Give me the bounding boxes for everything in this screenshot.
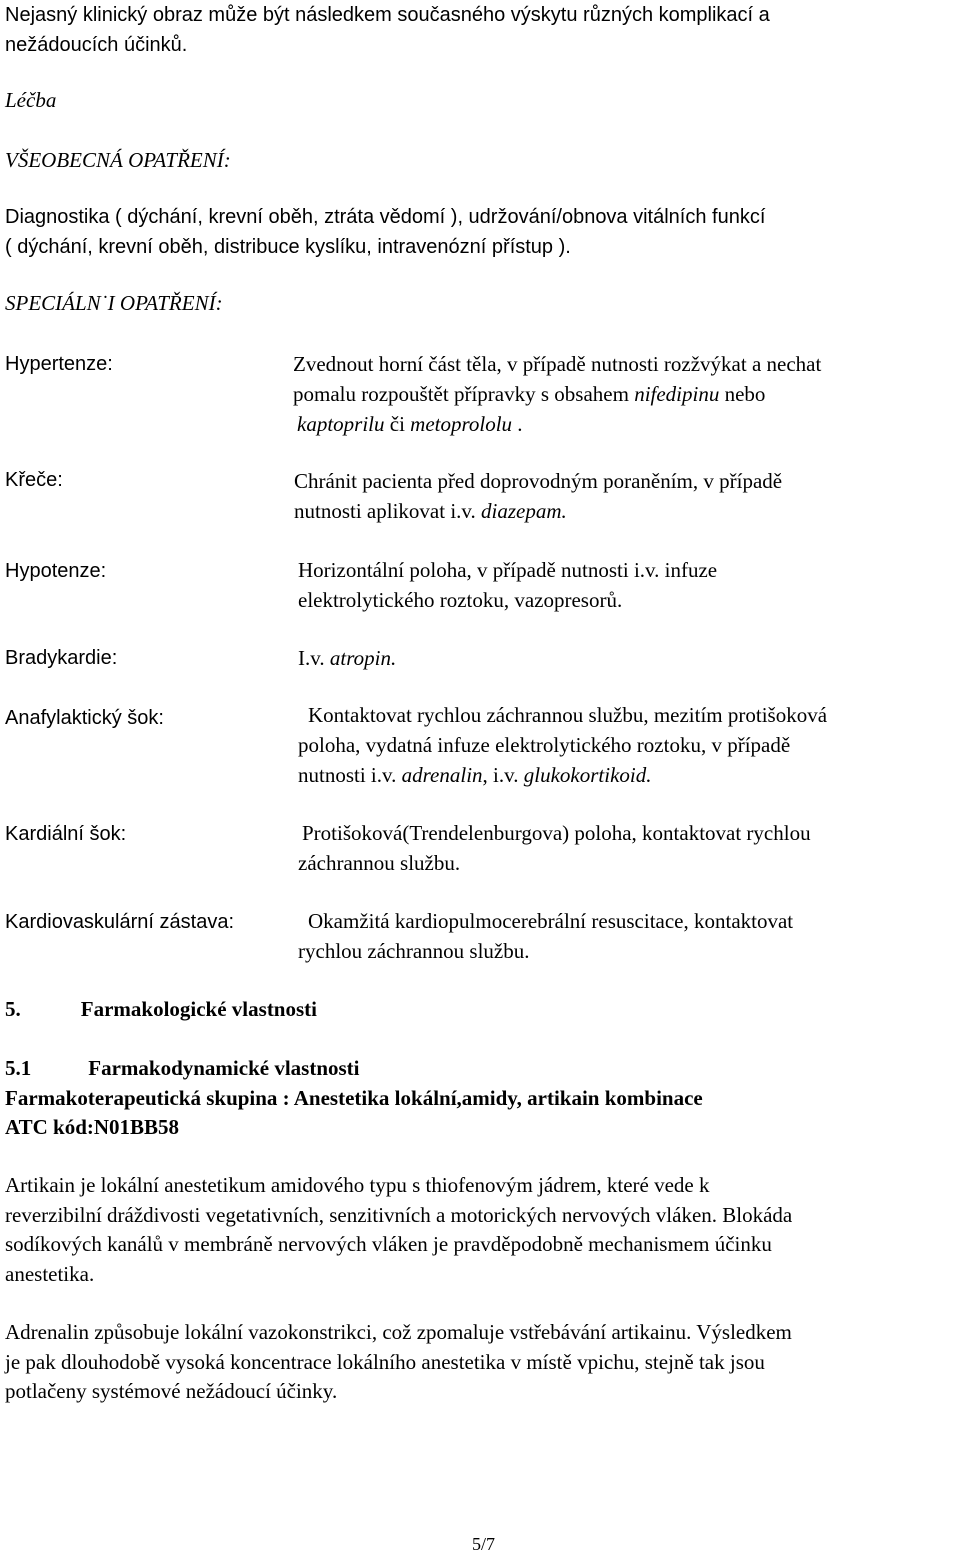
measure-label-bradycardia: Bradykardie: xyxy=(5,647,118,669)
measure-text-anaphylactic-shock xyxy=(298,700,958,790)
measure-text-line xyxy=(298,818,958,848)
paragraph-2-line-3: potlačeny systémové nežádoucí účinky. xyxy=(5,1379,338,1403)
text-run: či xyxy=(384,412,411,436)
text-run: Chránit pacienta před doprovodným poraněním, v případě xyxy=(294,469,783,493)
text-run: I.v. xyxy=(298,646,330,670)
text-run: poloha, vydatná infuze elektrolytického roztoku, v případě xyxy=(298,733,791,757)
measure-label-hypotension: Hypotenze: xyxy=(5,560,107,582)
measure-text-line xyxy=(298,848,958,878)
measure-text-bradycardia xyxy=(298,643,958,673)
measure-label-anaphylactic-shock: Anafylaktický šok: xyxy=(5,707,164,729)
section-5-heading xyxy=(5,994,317,1024)
drug-name: adrenalin xyxy=(401,763,483,787)
treatment-heading: Léčba xyxy=(5,88,57,112)
measure-text-cardiac-arrest xyxy=(298,906,958,966)
text-run: pomalu rozpouštět přípravky s obsahem xyxy=(293,382,635,406)
page-number: 5/7 xyxy=(472,1534,496,1554)
text-run: elektrolytického roztoku, vazopresorů. xyxy=(298,588,623,612)
paragraph-2-line-1: Adrenalin způsobuje lokální vazokonstrikci, což zpomaluje vstřebávání artikainu. Výsledkem xyxy=(5,1320,792,1344)
measure-text-line xyxy=(298,643,958,673)
measure-text-line xyxy=(298,585,958,615)
measure-label-hypertension: Hypertenze: xyxy=(5,353,113,375)
general-measures-line-1: Diagnostika ( dýchání, krevní oběh, ztráta vědomí ), udržování/obnova vitálních funkcí xyxy=(5,206,766,228)
paragraph-1-line-4: anestetika. xyxy=(5,1262,95,1286)
special-measures-heading: SPECIÁLN˙I OPATŘENÍ: xyxy=(5,291,223,315)
measure-text-line xyxy=(294,496,954,526)
measure-text-line xyxy=(293,409,953,439)
section-number: 5. xyxy=(5,997,21,1021)
measure-text-line xyxy=(298,760,958,790)
section-title: Farmakologické vlastnosti xyxy=(80,997,317,1021)
measure-text-line xyxy=(298,730,958,760)
measure-text-seizures xyxy=(294,466,954,526)
measure-text-line xyxy=(298,700,958,730)
measure-text-line xyxy=(298,906,958,936)
paragraph-1-line-3: sodíkových kanálů v membráně nervových vláken je pravděpodobně mechanismem účinku xyxy=(5,1232,772,1256)
text-run: Zvednout horní část těla, v případě nutnosti rozžvýkat a nechat xyxy=(293,352,822,376)
text-run: . xyxy=(512,412,523,436)
text-run: nutnosti aplikovat i.v. xyxy=(294,499,482,523)
measure-text-line xyxy=(293,379,953,409)
measure-text-line xyxy=(298,936,958,966)
section-5-1-heading xyxy=(5,1053,360,1083)
measure-text-line xyxy=(293,349,953,379)
text-run: rychlou záchrannou službu. xyxy=(298,939,530,963)
drug-name: metoprololu xyxy=(410,412,513,436)
measure-text-line xyxy=(294,466,954,496)
text-run: Kontaktovat rychlou záchrannou službu, mezitím protišoková xyxy=(308,703,828,727)
general-measures-heading: VŠEOBECNÁ OPATŘENÍ: xyxy=(5,148,231,172)
drug-name: kaptoprilu xyxy=(297,412,385,436)
general-measures-line-2: ( dýchání, krevní oběh, distribuce kyslíku, intravenózní přístup ). xyxy=(5,236,571,258)
text-run: Horizontální poloha, v případě nutnosti i.v. infuze xyxy=(298,558,718,582)
measure-text-hypertension xyxy=(293,349,953,439)
subsection-number: 5.1 xyxy=(5,1056,32,1080)
measure-text-cardiac-shock xyxy=(298,818,958,878)
measure-label-cardiac-shock: Kardiální šok: xyxy=(5,823,127,845)
text-run: záchrannou službu. xyxy=(298,851,461,875)
text-run: nutnosti i.v. xyxy=(298,763,402,787)
measure-text-hypotension xyxy=(298,555,958,615)
intro-line-2: nežádoucích účinků. xyxy=(5,34,188,56)
intro-line-1: Nejasný klinický obraz může být následkem současného výskytu různých komplikací a xyxy=(5,4,770,26)
text-run: Protišoková(Trendelenburgova) poloha, kontaktovat rychlou xyxy=(302,821,811,845)
measure-label-cardiac-arrest: Kardiovaskulární zástava: xyxy=(5,911,235,933)
pharmacotherapeutic-group: Farmakoterapeutická skupina : Anestetika lokální,amidy, artikain kombinace xyxy=(5,1086,703,1110)
measure-text-line xyxy=(298,555,958,585)
drug-name: nifedipinu xyxy=(634,382,720,406)
atc-code: ATC kód:N01BB58 xyxy=(5,1115,180,1139)
drug-name: atropin. xyxy=(329,646,397,670)
paragraph-2-line-2: je pak dlouhodobě vysoká koncentrace lokálního anestetika v místě vpichu, stejně tak jsou xyxy=(5,1350,765,1374)
drug-name: diazepam. xyxy=(481,499,567,523)
measure-label-seizures: Křeče: xyxy=(5,469,63,491)
drug-name: glukokortikoid. xyxy=(523,763,652,787)
text-run: Okamžitá kardiopulmocerebrální resuscitace, kontaktovat xyxy=(308,909,794,933)
paragraph-1-line-2: reverzibilní dráždivosti vegetativních, senzitivních a motorických nervových vláken. Blokáda xyxy=(5,1203,793,1227)
text-run: , i.v. xyxy=(482,763,524,787)
paragraph-1-line-1: Artikain je lokální anestetikum amidového typu s thiofenovým jádrem, které vede k xyxy=(5,1173,710,1197)
subsection-title: Farmakodynamické vlastnosti xyxy=(88,1056,360,1080)
text-run: nebo xyxy=(719,382,766,406)
